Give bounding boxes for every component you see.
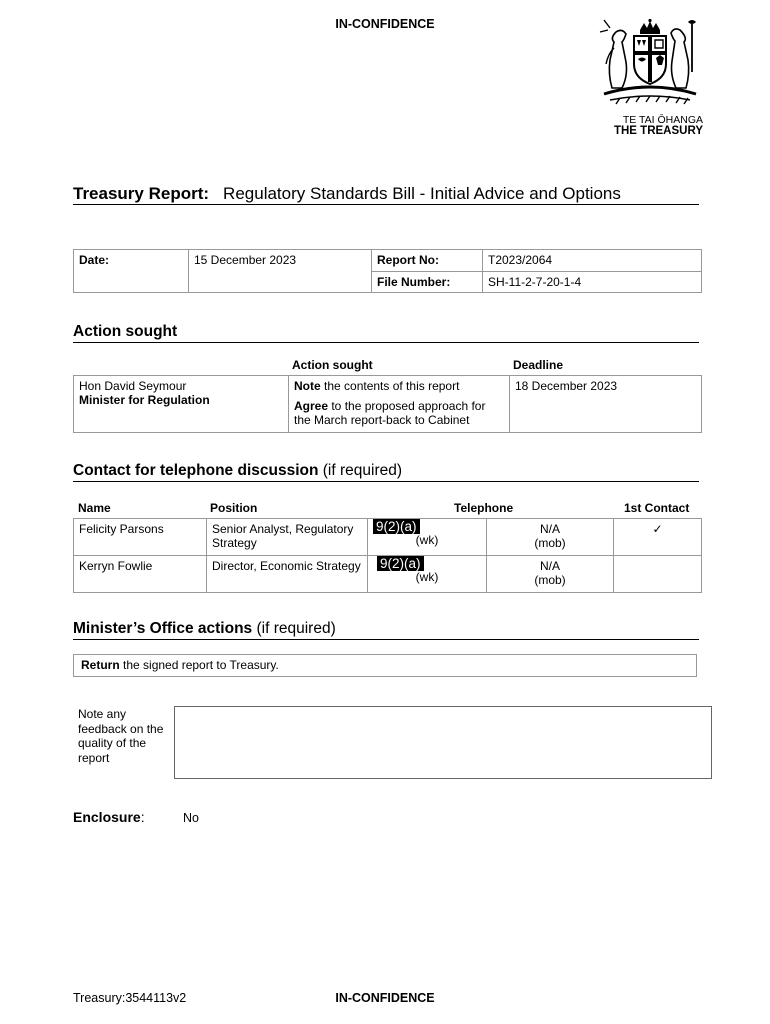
feedback-label: Note any feedback on the quality of the report (78, 707, 164, 765)
enclosure-value: No (183, 811, 199, 825)
recipient-role: Minister for Regulation (79, 393, 210, 407)
contact-table (73, 518, 702, 593)
table-row (74, 519, 702, 556)
first-contact-check: ✓ (614, 519, 702, 556)
footer-reference: Treasury:3544113v2 (73, 991, 187, 1005)
work-label: (wk) (415, 533, 439, 547)
first-contact-check (614, 556, 702, 593)
minister-office-heading: Minister’s Office actions (if required) (73, 620, 336, 637)
file-number-value: SH-11-2-7-20-1-4 (483, 271, 702, 293)
contact-position: Director, Economic Strategy (207, 556, 368, 593)
date-label: Date: (74, 250, 189, 293)
contact-work-phone (368, 519, 487, 556)
report-title-label: Treasury Report: (73, 184, 210, 203)
action-col-header: Action sought (292, 358, 373, 372)
logo-text-maori: TE TAI ŌHANGA (622, 114, 703, 126)
contact-col-name: Name (78, 501, 111, 515)
file-number-label: File Number: (372, 271, 483, 293)
return-instruction: Return the signed report to Treasury. (74, 655, 697, 677)
report-meta-table (73, 249, 702, 293)
work-label: (wk) (415, 570, 439, 584)
action-rule (73, 342, 699, 343)
enclosure-label: Enclosure: (73, 809, 145, 825)
contact-col-position: Position (210, 501, 258, 515)
report-title (73, 184, 621, 204)
footer-classification: IN-CONFIDENCE (335, 991, 435, 1005)
contact-work-phone (368, 556, 487, 593)
contact-name: Kerryn Fowlie (74, 556, 207, 593)
contact-name: Felicity Parsons (74, 519, 207, 556)
action-table (73, 375, 702, 433)
table-row (74, 556, 702, 593)
minister-office-rule (73, 639, 699, 640)
treasury-crest-logo (596, 18, 704, 108)
recipient-name: Hon David Seymour (79, 379, 187, 393)
date-value: 15 December 2023 (189, 250, 372, 293)
redaction-block: 9(2)(a) (377, 556, 424, 571)
recipient-cell (74, 376, 289, 433)
contact-heading: Contact for telephone discussion (if required) (73, 462, 403, 479)
header-classification: IN-CONFIDENCE (335, 17, 435, 31)
contact-position: Senior Analyst, Regulatory Strategy (207, 519, 368, 556)
contact-rule (73, 481, 699, 482)
title-rule (73, 204, 699, 205)
action-item-agree: Agree to the proposed approach for the March report-back to Cabinet (294, 399, 486, 427)
contact-mobile: N/A (mob) (487, 519, 614, 556)
contact-col-telephone: Telephone (454, 501, 514, 515)
contact-mobile: N/A (mob) (487, 556, 614, 593)
report-no-value: T2023/2064 (483, 250, 702, 272)
action-sought-heading: Action sought (73, 323, 178, 340)
redaction-block: 9(2)(a) (373, 519, 420, 534)
report-no-label: Report No: (372, 250, 483, 272)
deadline-col-header: Deadline (513, 358, 564, 372)
feedback-box[interactable] (174, 706, 712, 779)
minister-office-table (73, 654, 697, 677)
contact-col-first: 1st Contact (624, 501, 690, 515)
report-title-text: Regulatory Standards Bill - Initial Advice and Options (223, 184, 621, 203)
logo-text-english: THE TREASURY (613, 125, 703, 137)
deadline-cell: 18 December 2023 (510, 376, 702, 433)
action-items-cell (289, 376, 510, 433)
action-item-note: Note the contents of this report (294, 379, 460, 393)
